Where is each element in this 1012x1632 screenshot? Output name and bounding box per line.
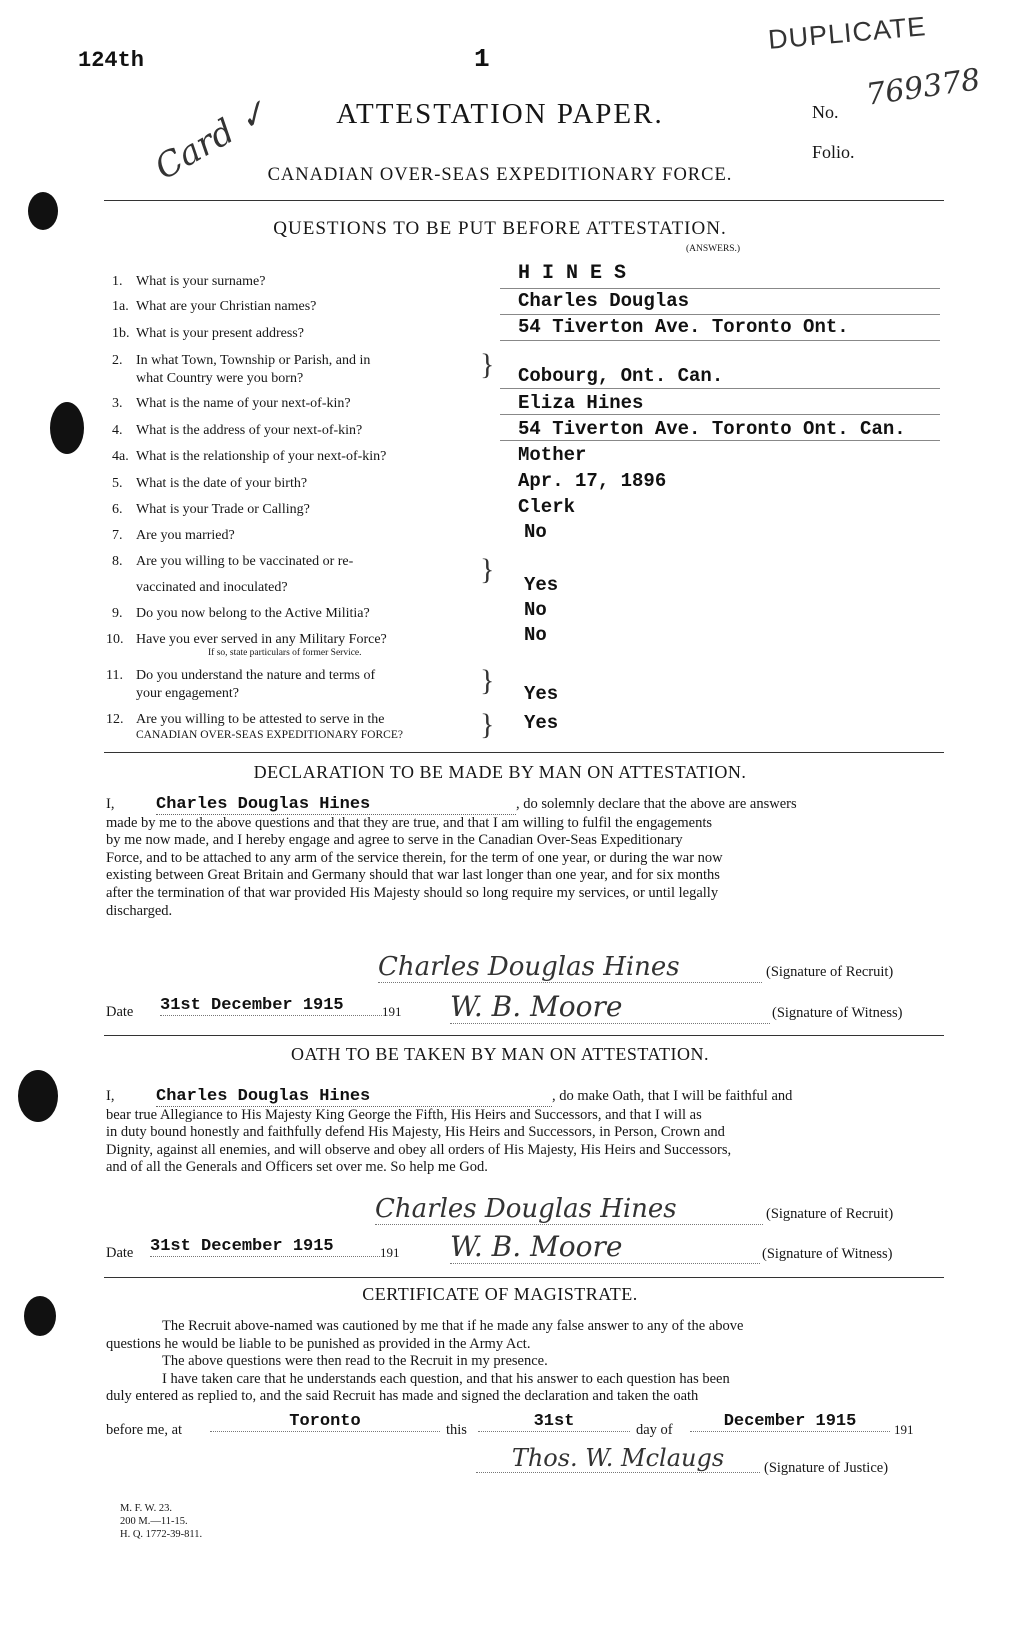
declaration-line: existing between Great Britain and Germany should that war last longer than one year, and for six months — [106, 867, 720, 884]
certificate-line: duly entered as replied to, and the said Recruit has made and signed the declaration and taken the oath — [106, 1388, 699, 1405]
answer-birthplace: Cobourg, Ont. Can. — [518, 365, 724, 387]
question-number: 11. — [106, 668, 123, 683]
question-text: What is your surname? — [136, 274, 266, 289]
declaration-line: Force, and to be attached to any arm of the service therein, for the term of one year, or during the war now — [106, 849, 723, 866]
justice-signature-label: (Signature of Justice) — [764, 1460, 889, 1476]
oath-line: Dignity, against all enemies, and will observe and obey all orders of His Majesty, His Heirs and Successors, — [106, 1141, 732, 1158]
oath-prefix: I, — [106, 1088, 115, 1104]
answer-rule — [500, 314, 940, 315]
question-number: 8. — [112, 554, 123, 569]
section-rule — [104, 752, 944, 753]
certificate-line: The above questions were then read to the Recruit in my presence. — [162, 1353, 548, 1370]
question-text: What is the address of your next-of-kin? — [136, 423, 363, 438]
bracket: } — [480, 708, 495, 741]
battalion-label: 124th — [78, 48, 145, 73]
question-text: In what Town, Township or Parish, and in — [136, 353, 371, 368]
answers-label: (ANSWERS.) — [686, 244, 741, 254]
certificate-line: I have taken care that he understands each question, and that his answer to each question has been — [162, 1370, 730, 1387]
question-number: 1b. — [112, 326, 130, 341]
question-text: What is your present address? — [136, 326, 304, 341]
declaration-prefix: I, — [106, 796, 115, 812]
answer-surname: H I N E S — [518, 262, 627, 285]
answer-military-force: No — [524, 624, 547, 646]
declaration-date-suffix: 191 — [382, 1004, 402, 1019]
recruit-signature-label: (Signature of Recruit) — [766, 964, 894, 980]
question-number: 2. — [112, 353, 123, 368]
declaration-line: made by me to the above questions and that they are true, and that I am willing to fulfil the engagements — [106, 814, 713, 831]
question-text-cont: vaccinated and inoculated? — [136, 580, 288, 595]
header-rule — [104, 200, 944, 201]
certificate-line: questions he would be liable to be punished as provided in the Army Act. — [106, 1335, 531, 1352]
form-reference-line: 200 M.—11-15. — [120, 1516, 188, 1527]
oath-line-1: , do make Oath, that I will be faithful and — [552, 1088, 793, 1104]
answer-active-militia: No — [524, 599, 547, 621]
question-number: 7. — [112, 528, 123, 543]
punch-hole — [50, 402, 84, 454]
witness-signature-label: (Signature of Witness) — [772, 1005, 903, 1021]
answer-rule — [500, 440, 940, 441]
answer-rule — [500, 388, 940, 389]
no-label: No. — [812, 102, 839, 122]
certificate-day-of-label: day of — [636, 1422, 673, 1438]
certificate-line: The Recruit above-named was cautioned by me that if he made any false answer to any of the above — [162, 1318, 744, 1334]
question-number: 1a. — [112, 299, 129, 314]
question-text: What is the relationship of your next-of-kin? — [136, 449, 387, 464]
answer-vaccinated: Yes — [524, 574, 559, 596]
oath-heading: OATH TO BE TAKEN BY MAN ON ATTESTATION. — [291, 1044, 709, 1064]
justice-signature: Thos. W. Mclaugs — [476, 1444, 760, 1473]
regimental-number: 769378 — [864, 62, 983, 113]
punch-hole — [28, 192, 58, 230]
certificate-text — [106, 1318, 938, 1406]
answer-relationship: Mother — [518, 444, 587, 466]
oath-witness-signature-label: (Signature of Witness) — [762, 1246, 893, 1262]
declaration-heading: DECLARATION TO BE MADE BY MAN ON ATTESTATION. — [253, 762, 747, 782]
question-number: 9. — [112, 606, 123, 621]
answer-kin-address: 54 Tiverton Ave. Toronto Ont. Can. — [518, 418, 906, 440]
certificate-place: Toronto — [210, 1412, 440, 1432]
certificate-heading: CERTIFICATE OF MAGISTRATE. — [362, 1284, 638, 1304]
question-number: 3. — [112, 396, 123, 411]
question-text-cont: CANADIAN OVER-SEAS EXPEDITIONARY FORCE? — [136, 729, 403, 741]
section-rule — [104, 1035, 944, 1036]
folio-label: Folio. — [812, 142, 855, 162]
certificate-month: December 1915 — [690, 1412, 890, 1432]
handwritten-card-note: Card ✓ — [148, 91, 276, 189]
oath-line: and of all the Generals and Officers set over me. So help me God. — [106, 1159, 488, 1176]
oath-date-label: Date — [106, 1245, 134, 1261]
answer-rule — [500, 288, 940, 289]
declaration-line: by me now made, and I hereby engage and agree to serve in the Canadian Over-Seas Expeditionary — [106, 832, 683, 849]
question-text: Are you married? — [136, 528, 235, 543]
question-number: 6. — [112, 502, 123, 517]
question-text: Do you now belong to the Active Militia? — [136, 606, 370, 621]
question-text: What is your Trade or Calling? — [136, 502, 310, 517]
recruit-signature: Charles Douglas Hines — [378, 952, 762, 983]
witness-signature: W. B. Moore — [450, 990, 770, 1024]
question-text: Do you understand the nature and terms of — [136, 668, 376, 683]
duplicate-stamp: DUPLICATE — [766, 11, 928, 55]
form-reference-line: H. Q. 1772-39-811. — [120, 1529, 203, 1540]
answer-married: No — [524, 521, 547, 543]
page-subtitle: CANADIAN OVER-SEAS EXPEDITIONARY FORCE. — [267, 165, 733, 185]
form-reference — [120, 1502, 202, 1541]
certificate-this-label: this — [446, 1422, 467, 1438]
answer-christian-names: Charles Douglas — [518, 290, 690, 312]
answer-birth-date: Apr. 17, 1896 — [518, 470, 667, 492]
oath-date-suffix: 191 — [380, 1245, 400, 1260]
declaration-name: Charles Douglas Hines — [156, 796, 516, 815]
punch-hole — [18, 1070, 58, 1122]
page-number: 1 — [474, 44, 490, 74]
declaration-line: discharged. — [106, 902, 173, 919]
certificate-year-suffix: 191 — [894, 1422, 914, 1437]
oath-text — [106, 1088, 938, 1177]
answer-trade: Clerk — [518, 496, 576, 518]
answer-rule — [500, 340, 940, 341]
question-number: 10. — [106, 632, 124, 647]
question-text: Are you willing to be vaccinated or re- — [136, 554, 354, 569]
certificate-before-label: before me, at — [106, 1422, 183, 1438]
question-text: Are you willing to be attested to serve in the — [136, 712, 385, 727]
bracket: } — [480, 664, 495, 697]
question-note: If so, state particulars of former Service. — [208, 648, 362, 658]
answer-understand-terms: Yes — [524, 683, 559, 705]
question-number: 12. — [106, 712, 124, 727]
answer-present-address: 54 Tiverton Ave. Toronto Ont. — [518, 316, 849, 338]
question-number: 1. — [112, 274, 123, 289]
oath-line: bear true Allegiance to His Majesty King George the Fifth, His Heirs and Successors, and that I will as — [106, 1106, 702, 1123]
answer-rule — [500, 414, 940, 415]
declaration-date: 31st December 1915 — [160, 996, 382, 1016]
section-rule — [104, 1277, 944, 1278]
question-number: 4a. — [112, 449, 129, 464]
question-number: 4. — [112, 423, 123, 438]
question-text: What is the date of your birth? — [136, 476, 308, 491]
question-text-cont: your engagement? — [136, 686, 240, 701]
declaration-line: after the termination of that war provided His Majesty should so long require my services, or until legally — [106, 884, 719, 901]
bracket: } — [480, 348, 495, 381]
question-text-cont: what Country were you born? — [136, 371, 304, 386]
question-text: Have you ever served in any Military Force? — [136, 632, 387, 647]
declaration-text — [106, 796, 938, 920]
oath-recruit-signature: Charles Douglas Hines — [375, 1194, 763, 1225]
question-text: What are your Christian names? — [136, 299, 317, 314]
oath-line: in duty bound honestly and faithfully defend His Majesty, His Heirs and Successors, in Person, Crown and — [106, 1124, 725, 1141]
certificate-day: 31st — [478, 1412, 630, 1432]
oath-recruit-signature-label: (Signature of Recruit) — [766, 1206, 894, 1222]
oath-name: Charles Douglas Hines — [156, 1088, 552, 1107]
oath-witness-signature: W. B. Moore — [450, 1230, 760, 1264]
question-text: What is the name of your next-of-kin? — [136, 396, 351, 411]
bracket: } — [480, 553, 495, 586]
oath-date: 31st December 1915 — [150, 1237, 380, 1257]
declaration-line-1: , do solemnly declare that the above are answers — [516, 796, 797, 812]
answer-next-of-kin: Eliza Hines — [518, 392, 644, 414]
question-number: 5. — [112, 476, 123, 491]
answer-willing-to-serve: Yes — [524, 712, 559, 734]
declaration-date-label: Date — [106, 1004, 134, 1020]
form-reference-line: M. F. W. 23. — [120, 1503, 172, 1514]
punch-hole — [24, 1296, 56, 1336]
questions-heading: QUESTIONS TO BE PUT BEFORE ATTESTATION. — [273, 218, 727, 239]
page-title: ATTESTATION PAPER. — [336, 98, 664, 130]
